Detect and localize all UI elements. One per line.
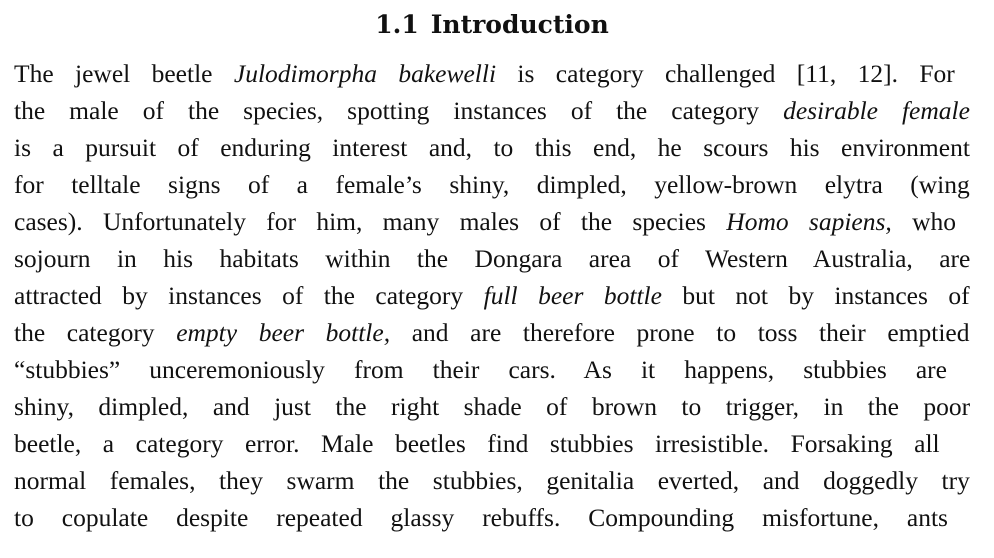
italic-species-name: Homo sapiens, bbox=[726, 207, 892, 236]
text-line bbox=[14, 499, 970, 536]
text-run: who bbox=[891, 207, 956, 236]
text-line bbox=[14, 425, 970, 462]
text-run: beetle, a category error. Male beetles find stubbies irresistible. Forsaking all bbox=[14, 429, 940, 458]
text-run: attracted by instances of the category bbox=[14, 281, 484, 310]
text-run: is a pursuit of enduring interest and, to this end, he scours his environment bbox=[14, 133, 970, 162]
text-line bbox=[14, 314, 970, 351]
text-run: for telltale signs of a female’s shiny, dimpled, yellow-brown elytra (wing bbox=[14, 170, 970, 199]
text-run: the male of the species, spotting instances of the category bbox=[14, 96, 784, 125]
text-run: The jewel beetle bbox=[14, 59, 234, 88]
text-run: shiny, dimpled, and just the right shade of brown to trigger, in the poor bbox=[14, 392, 971, 421]
text-run: sojourn in his habitats within the Dongara area of Western Australia, are bbox=[14, 244, 971, 273]
text-run: and are therefore prone to toss their emptied bbox=[390, 318, 970, 347]
text-run: the category bbox=[14, 318, 177, 347]
text-run: cases). Unfortunately for him, many males of the species bbox=[14, 207, 727, 236]
text-line bbox=[14, 166, 970, 203]
text-line bbox=[14, 277, 970, 314]
text-line bbox=[14, 351, 970, 388]
text-run: is category challenged [11, 12]. For bbox=[496, 59, 955, 88]
text-line bbox=[14, 129, 970, 166]
text-run: to copulate despite repeated glassy rebuffs. Compounding misfortune, ants bbox=[14, 503, 948, 532]
section-heading bbox=[0, 10, 984, 40]
text-run: “stubbies” unceremoniously from their cars. As it happens, stubbies are bbox=[14, 355, 947, 384]
text-line bbox=[14, 203, 970, 240]
text-line bbox=[14, 55, 970, 92]
section-number: 1.1 bbox=[375, 10, 419, 39]
text-run: normal females, they swarm the stubbies, genitalia everted, and doggedly try bbox=[14, 466, 970, 495]
italic-category-term: full beer bottle bbox=[483, 281, 662, 310]
text-line bbox=[14, 462, 970, 499]
text-line bbox=[14, 240, 970, 277]
text-line bbox=[14, 388, 970, 425]
italic-category-term: empty beer bottle, bbox=[176, 318, 391, 347]
italic-category-term: desirable female bbox=[783, 96, 970, 125]
body-paragraph bbox=[14, 55, 970, 536]
section-title: Introduction bbox=[430, 10, 609, 39]
text-run: but not by instances of bbox=[661, 281, 970, 310]
italic-species-name: Julodimorpha bakewelli bbox=[233, 59, 497, 88]
text-line bbox=[14, 92, 970, 129]
